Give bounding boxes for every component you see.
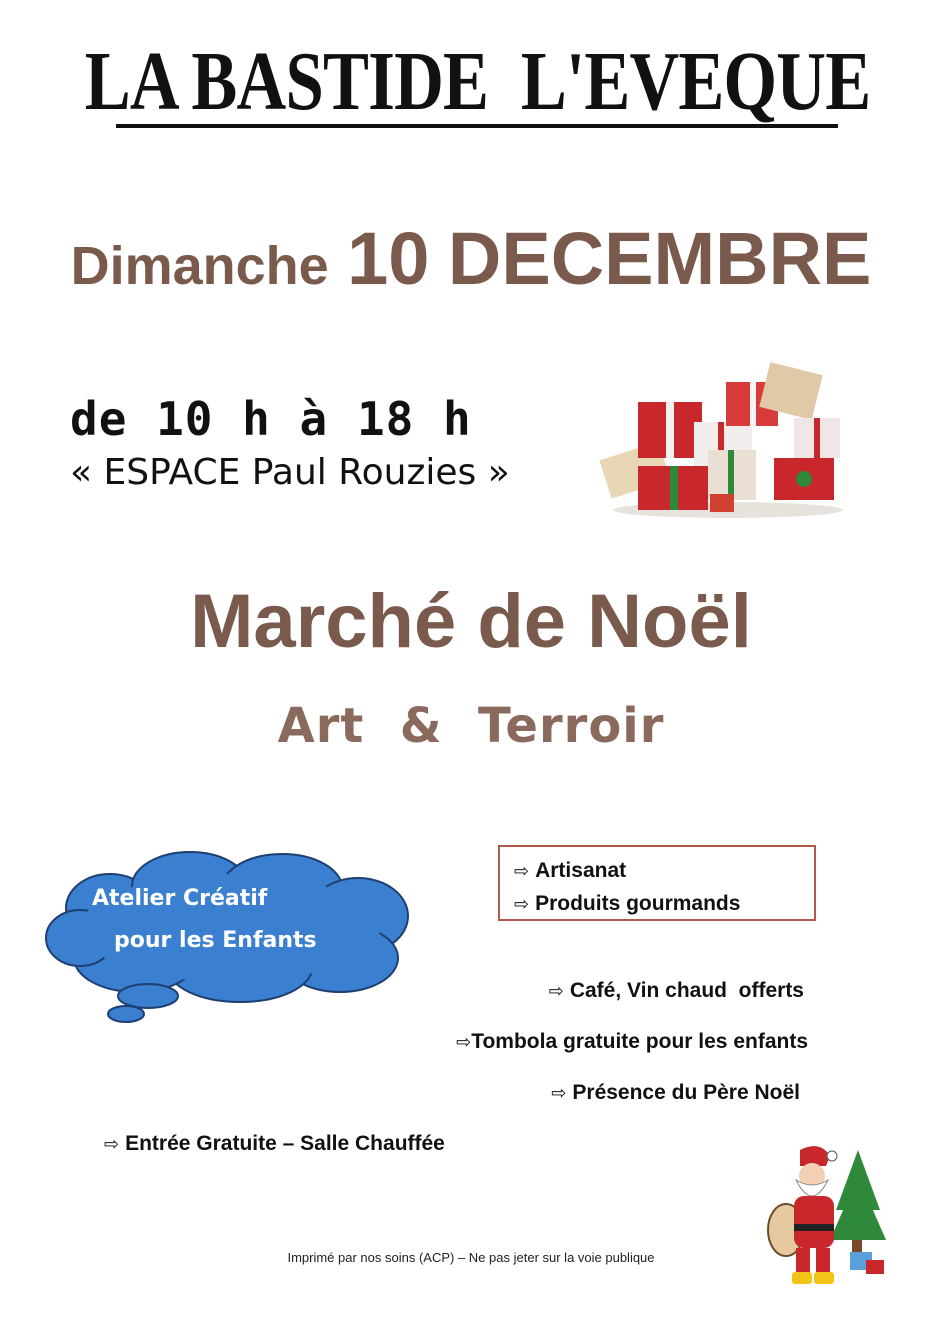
feature-item <box>549 980 804 1001</box>
box-item-label: Produits gourmands <box>535 892 741 915</box>
feature-label: Tombola gratuite pour les enfants <box>471 1030 808 1053</box>
event-date <box>0 217 942 300</box>
arrow-icon: ⇨ <box>514 861 530 882</box>
feature-label: Café, Vin chaud offerts <box>569 979 804 1002</box>
cloud-text <box>92 878 352 962</box>
box-item <box>514 888 800 921</box>
cloud-line-1: Atelier Créatif <box>92 886 268 911</box>
town-title: LA BASTIDE L'EVEQUE <box>84 35 871 128</box>
cloud-line-2: pour les Enfants <box>114 928 317 953</box>
arrow-icon: ⇨ <box>548 981 564 1002</box>
box-item <box>514 855 800 888</box>
footer-note: Imprimé par nos soins (ACP) – Ne pas jeter sur la voie publique <box>287 1250 655 1265</box>
feature-label: Présence du Père Noël <box>572 1081 800 1104</box>
event-subtitle: Art & Terroir <box>277 698 665 754</box>
arrow-icon: ⇨ <box>456 1032 472 1053</box>
event-hours: de 10 h à 18 h <box>70 392 472 446</box>
arrow-icon: ⇨ <box>551 1083 567 1104</box>
event-venue: « ESPACE Paul Rouzies » <box>70 452 510 493</box>
feature-item <box>104 1133 445 1154</box>
arrow-icon: ⇨ <box>514 894 530 915</box>
feature-label: Entrée Gratuite – Salle Chauffée <box>125 1132 445 1155</box>
gift-pile-illustration <box>598 362 848 522</box>
feature-item <box>456 1031 808 1052</box>
date-month: DECEMBRE <box>447 217 872 300</box>
date-day-name: Dimanche <box>70 236 329 296</box>
title-underline <box>116 124 838 128</box>
box-item-label: Artisanat <box>535 859 627 882</box>
date-day-number: 10 <box>347 217 430 300</box>
event-title: Marché de Noël <box>190 579 752 664</box>
santa-claus-illustration <box>766 1140 890 1290</box>
arrow-icon: ⇨ <box>104 1134 120 1155</box>
offer-box <box>498 845 816 921</box>
feature-item <box>551 1082 800 1103</box>
